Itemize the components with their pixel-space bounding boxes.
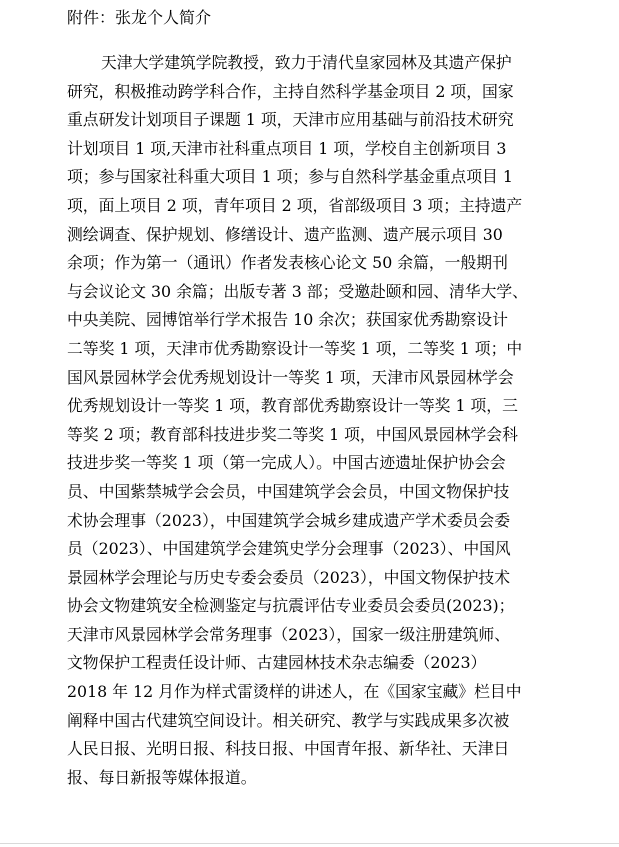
text-line: 员、中国紫禁城学会会员，中国建筑学会会员，中国文物保护技 [67,481,510,501]
text-line: 天津市风景园林学会常务理事（2023），国家一级注册建筑师、 [67,624,511,644]
text-line: 天津大学建筑学院教授，致力于清代皇家园林及其遗产保护 [101,53,512,72]
text-line: 人民日报、光明日报、科技日报、中国青年报、新华社、天津日 [67,739,510,759]
text-line: 重点研发计划项目子课题 1 项，天津市应用基础与前沿技术研究 [67,110,514,130]
text-line: 研究，积极推动跨学科合作，主持自然科学基金项目 2 项，国家 [67,81,514,101]
text-line: 技进步奖一等奖 1 项（第一完成人）。中国古迹遗址保护协会会 [67,453,506,473]
text-line: 余项；作为第一（通讯）作者发表核心论文 50 余篇，一般期刊 [67,253,508,273]
text-line: 阐释中国古代建筑空间设计。相关研究、教学与实践成果多次被 [67,710,510,730]
text-line: 等奖 2 项；教育部科技进步奖二等奖 1 项，中国风景园林学会科 [67,424,518,444]
text-line: 项；参与国家社科重大项目 1 项；参与自然科学基金重点项目 1 [67,167,513,187]
text-line: 优秀规划设计一等奖 1 项，教育部优秀勘察设计一等奖 1 项，三 [67,396,518,416]
text-line: 项，面上项目 2 项，青年项目 2 项，省部级项目 3 项；主持遗产 [67,195,523,215]
text-line: 国风景园林学会优秀规划设计一等奖 1 项，天津市风景园林学会 [67,367,514,387]
text-line: 报、每日新报等媒体报道。 [67,767,257,787]
text-line: 协会文物建筑安全检测鉴定与抗震评估专业委员会委员(2023)； [67,596,515,616]
text-line: 2018 年 12 月作为样式雷烫样的讲述人，在《国家宝藏》栏目中 [67,682,522,702]
text-line: 与会议论文 30 余篇；出版专著 3 部；受邀赴颐和园、清华大学、 [67,281,528,301]
text-line: 测绘调查、保护规划、修缮设计、遗产监测、遗产展示项目 30 [67,224,503,244]
biography-text [67,49,567,792]
text-line: 景园林学会理论与历史专委会委员（2023），中国文物保护技术 [67,567,511,587]
text-line: 术协会理事（2023），中国建筑学会城乡建成遗产学术委员会委 [67,510,511,530]
page-bottom-divider [0,843,619,844]
attachment-heading: 附件：张龙个人简介 [67,8,212,27]
text-line: 计划项目 1 项,天津市社科重点项目 1 项，学校自主创新项目 3 [67,138,507,158]
text-line: 员（2023）、中国建筑学会建筑史学分会理事（2023）、中国风 [67,539,511,559]
text-line: 二等奖 1 项，天津市优秀勘察设计一等奖 1 项，二等奖 1 项；中 [67,338,523,358]
text-line: 中央美院、园博馆举行学术报告 10 余次；获国家优秀勘察设计 [67,310,508,330]
text-line: 文物保护工程责任设计师、古建园林技术杂志编委（2023） [67,653,487,673]
